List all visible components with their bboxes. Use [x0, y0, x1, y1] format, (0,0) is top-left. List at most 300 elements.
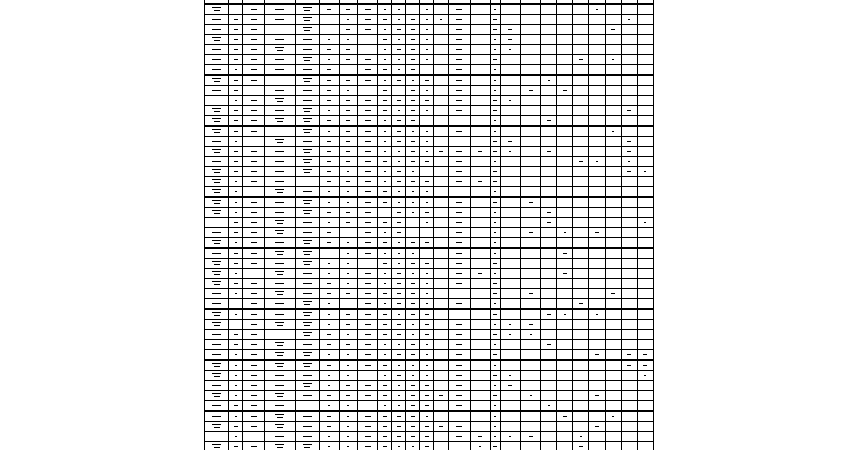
table-cell	[420, 75, 434, 86]
table-cell	[470, 350, 490, 361]
table-cell	[265, 238, 295, 249]
table-cell	[500, 350, 520, 361]
table-cell	[541, 411, 557, 422]
table-cell	[339, 167, 357, 177]
cell-text	[611, 293, 615, 294]
cell-text	[398, 69, 400, 70]
table-cell	[295, 381, 319, 391]
table-cell	[357, 75, 377, 86]
table-cell	[229, 238, 243, 249]
table-cell	[319, 289, 339, 299]
cell-text	[643, 354, 647, 355]
table-cell	[319, 238, 339, 249]
table-cell	[541, 309, 557, 320]
table-cell	[319, 45, 339, 55]
cell-text	[384, 232, 386, 233]
table-cell	[319, 35, 339, 45]
cell-text	[456, 202, 462, 203]
table-cell	[573, 208, 589, 218]
table-cell	[406, 218, 420, 228]
table-cell	[205, 371, 229, 381]
cell-text	[234, 222, 238, 223]
table-cell	[205, 86, 229, 96]
cell-text	[398, 191, 400, 192]
cell-text	[384, 375, 386, 376]
table-cell	[205, 208, 229, 218]
table-cell	[205, 391, 229, 401]
cell-text	[383, 334, 387, 335]
cell-text	[456, 59, 462, 60]
table-cell	[637, 309, 653, 320]
table-cell	[243, 208, 265, 218]
table-cell	[357, 4, 377, 15]
cell-text	[212, 385, 221, 386]
table-cell	[243, 177, 265, 187]
cell-text	[328, 202, 330, 203]
table-cell	[637, 45, 653, 55]
table-cell	[243, 320, 265, 330]
table-cell	[319, 391, 339, 401]
cell-text	[214, 447, 220, 448]
cell-text	[411, 141, 415, 142]
table-cell	[265, 187, 295, 198]
table-cell	[470, 177, 490, 187]
cell-text	[365, 59, 371, 60]
table-cell	[243, 442, 265, 450]
cell-text	[439, 426, 443, 427]
table-cell	[605, 411, 621, 422]
cell-text	[440, 19, 442, 20]
table-cell	[573, 360, 589, 371]
table-cell	[541, 259, 557, 269]
cell-text	[251, 253, 257, 254]
table-cell	[357, 330, 377, 340]
cell-text	[509, 49, 511, 50]
cell-text	[398, 202, 400, 203]
cell-text	[347, 405, 349, 406]
cell-text	[493, 314, 497, 315]
table-cell	[319, 197, 339, 208]
table-row	[205, 350, 654, 361]
cell-text	[234, 405, 238, 406]
cell-text	[563, 273, 567, 274]
table-cell	[557, 187, 573, 198]
cell-text	[328, 191, 330, 192]
table-cell	[339, 248, 357, 259]
table-cell	[500, 279, 520, 289]
cell-text	[493, 263, 497, 264]
cell-text	[277, 142, 283, 143]
table-cell	[378, 45, 392, 55]
table-cell	[378, 157, 392, 167]
cell-text	[347, 202, 349, 203]
table-cell	[339, 381, 357, 391]
table-cell	[557, 309, 573, 320]
cell-text	[304, 152, 310, 153]
table-cell	[500, 299, 520, 310]
cell-text	[234, 80, 238, 81]
cell-text	[275, 405, 284, 406]
table-cell	[205, 218, 229, 228]
table-cell	[541, 371, 557, 381]
table-cell	[637, 177, 653, 187]
table-cell	[605, 35, 621, 45]
table-cell	[573, 350, 589, 361]
cell-text	[595, 395, 599, 396]
table-cell	[490, 157, 500, 167]
table-row	[205, 401, 654, 412]
table-cell	[557, 96, 573, 106]
table-cell	[378, 147, 392, 157]
table-cell	[357, 422, 377, 432]
cell-text	[439, 151, 443, 152]
table-cell	[448, 35, 470, 45]
cell-text	[398, 253, 400, 254]
table-cell	[392, 106, 406, 116]
table-cell	[637, 381, 653, 391]
table-cell	[521, 167, 541, 177]
cell-text	[397, 120, 401, 121]
cell-text	[412, 365, 414, 366]
table-cell	[378, 299, 392, 310]
table-cell	[541, 157, 557, 167]
cell-text	[383, 110, 387, 111]
table-cell	[243, 289, 265, 299]
table-cell	[265, 381, 295, 391]
table-cell	[265, 167, 295, 177]
cell-text	[212, 312, 221, 313]
table-row	[205, 35, 654, 45]
table-cell	[637, 15, 653, 25]
table-cell	[434, 401, 448, 412]
table-cell	[521, 330, 541, 340]
table-cell	[637, 187, 653, 198]
cell-text	[346, 9, 350, 10]
table-cell	[605, 371, 621, 381]
table-cell	[420, 269, 434, 279]
table-cell	[589, 106, 605, 116]
table-cell	[589, 411, 605, 422]
table-cell	[243, 126, 265, 137]
cell-text	[398, 314, 400, 315]
table-cell	[637, 86, 653, 96]
table-cell	[205, 411, 229, 422]
table-cell	[339, 218, 357, 228]
table-cell	[490, 411, 500, 422]
table-cell	[420, 360, 434, 371]
table-cell	[589, 65, 605, 76]
table-cell	[434, 197, 448, 208]
table-cell	[205, 65, 229, 76]
cell-text	[456, 395, 462, 396]
data-table	[204, 0, 654, 450]
cell-text	[426, 273, 428, 274]
table-cell	[605, 116, 621, 127]
table-cell	[420, 279, 434, 289]
table-cell	[605, 75, 621, 86]
table-cell	[243, 4, 265, 15]
table-cell	[295, 248, 319, 259]
table-cell	[319, 177, 339, 187]
cell-text	[384, 273, 386, 274]
table-row	[205, 45, 654, 55]
table-cell	[448, 55, 470, 65]
cell-text	[509, 324, 511, 325]
cell-text	[347, 334, 349, 335]
cell-text	[212, 149, 221, 150]
table-cell	[378, 126, 392, 137]
table-cell	[295, 259, 319, 269]
cell-text	[529, 436, 533, 437]
table-cell	[470, 340, 490, 350]
cell-text	[425, 436, 429, 437]
table-cell	[490, 106, 500, 116]
table-cell	[448, 177, 470, 187]
table-cell	[470, 4, 490, 15]
table-cell	[589, 75, 605, 86]
table-cell	[357, 259, 377, 269]
table-cell	[229, 259, 243, 269]
cell-text	[425, 263, 429, 264]
table-cell	[406, 238, 420, 249]
table-cell	[434, 167, 448, 177]
table-cell	[406, 289, 420, 299]
table-cell	[448, 116, 470, 127]
table-cell	[490, 35, 500, 45]
table-cell	[319, 157, 339, 167]
table-cell	[557, 289, 573, 299]
cell-text	[328, 131, 330, 132]
cell-text	[347, 171, 349, 172]
table-cell	[589, 228, 605, 238]
table-cell	[589, 299, 605, 310]
table-cell	[521, 371, 541, 381]
table-cell	[205, 422, 229, 432]
cell-text	[234, 49, 238, 50]
table-cell	[229, 360, 243, 371]
cell-text	[212, 281, 221, 282]
cell-text	[412, 253, 414, 254]
table-cell	[448, 126, 470, 137]
cell-text	[425, 334, 429, 335]
cell-text	[411, 242, 415, 243]
table-cell	[573, 320, 589, 330]
cell-text	[397, 354, 401, 355]
table-cell	[470, 401, 490, 412]
table-cell	[621, 381, 637, 391]
table-cell	[500, 25, 520, 35]
cell-text	[411, 110, 415, 111]
table-cell	[448, 228, 470, 238]
table-cell	[406, 330, 420, 340]
cell-text	[303, 444, 312, 445]
table-cell	[319, 259, 339, 269]
cell-text	[346, 395, 350, 396]
table-cell	[406, 86, 420, 96]
table-cell	[243, 137, 265, 147]
table-cell	[434, 381, 448, 391]
table-cell	[470, 289, 490, 299]
table-cell	[573, 381, 589, 391]
table-cell	[470, 65, 490, 76]
table-cell	[605, 197, 621, 208]
cell-text	[411, 293, 415, 294]
cell-text	[251, 426, 257, 427]
table-cell	[490, 65, 500, 76]
table-cell	[521, 248, 541, 259]
table-cell	[243, 299, 265, 310]
cell-text	[347, 19, 349, 20]
cell-text	[425, 405, 429, 406]
table-cell	[434, 391, 448, 401]
cell-text	[327, 80, 331, 81]
table-cell	[490, 238, 500, 249]
cell-text	[365, 314, 371, 315]
table-cell	[420, 25, 434, 35]
table-cell	[265, 442, 295, 450]
cell-text	[275, 393, 284, 394]
cell-text	[234, 59, 238, 60]
cell-text	[627, 110, 631, 111]
table-cell	[243, 157, 265, 167]
table-cell	[637, 330, 653, 340]
cell-text	[478, 151, 482, 152]
cell-text	[411, 39, 415, 40]
table-cell	[243, 218, 265, 228]
cell-text	[426, 283, 428, 284]
table-cell	[205, 157, 229, 167]
cell-text	[398, 344, 400, 345]
cell-text	[579, 161, 583, 162]
cell-text	[384, 131, 386, 132]
cell-text	[425, 80, 429, 81]
table-cell	[605, 167, 621, 177]
table-cell	[490, 96, 500, 106]
table-cell	[573, 422, 589, 432]
table-cell	[434, 228, 448, 238]
table-cell	[541, 442, 557, 450]
cell-text	[397, 375, 401, 376]
table-cell	[205, 248, 229, 259]
table-cell	[521, 197, 541, 208]
table-cell	[406, 35, 420, 45]
table-cell	[521, 177, 541, 187]
cell-text	[277, 355, 283, 356]
table-cell	[378, 25, 392, 35]
cell-text	[214, 182, 220, 183]
table-cell	[573, 75, 589, 86]
cell-text	[303, 49, 312, 50]
cell-text	[251, 314, 257, 315]
table-cell	[637, 147, 653, 157]
cell-text	[383, 395, 387, 396]
cell-text	[595, 426, 599, 427]
table-cell	[621, 360, 637, 371]
cell-text	[426, 39, 428, 40]
table-cell	[434, 4, 448, 15]
cell-text	[303, 232, 312, 233]
table-cell	[470, 279, 490, 289]
table-cell	[339, 25, 357, 35]
table-cell	[357, 411, 377, 422]
cell-text	[456, 354, 462, 355]
table-cell	[521, 309, 541, 320]
cell-text	[275, 424, 284, 425]
table-cell	[521, 35, 541, 45]
table-cell	[339, 96, 357, 106]
table-cell	[434, 360, 448, 371]
table-cell	[541, 228, 557, 238]
cell-text	[251, 171, 257, 172]
table-cell	[229, 422, 243, 432]
table-cell	[406, 381, 420, 391]
cell-text	[612, 59, 614, 60]
table-cell	[448, 197, 470, 208]
cell-text	[251, 354, 257, 355]
table-cell	[573, 238, 589, 249]
cell-text	[412, 375, 414, 376]
table-cell	[589, 309, 605, 320]
table-cell	[265, 116, 295, 127]
table-cell	[470, 442, 490, 450]
table-cell	[392, 147, 406, 157]
cell-text	[411, 151, 415, 152]
cell-text	[303, 7, 312, 8]
table-cell	[229, 137, 243, 147]
table-cell	[378, 248, 392, 259]
table-cell	[295, 65, 319, 76]
table-cell	[500, 116, 520, 127]
table-cell	[392, 116, 406, 127]
table-cell	[448, 238, 470, 249]
cell-text	[384, 253, 386, 254]
cell-text	[303, 118, 312, 119]
cell-text	[275, 139, 284, 140]
cell-text	[365, 110, 371, 111]
cell-text	[234, 232, 238, 233]
cell-text	[327, 416, 331, 417]
table-cell	[541, 106, 557, 116]
cell-text	[303, 210, 312, 211]
cell-text	[412, 202, 414, 203]
table-cell	[573, 106, 589, 116]
table-cell	[521, 137, 541, 147]
cell-text	[275, 202, 284, 203]
table-cell	[229, 157, 243, 167]
cell-text	[275, 189, 284, 190]
cell-text	[277, 101, 283, 102]
table-cell	[434, 238, 448, 249]
table-cell	[490, 422, 500, 432]
table-cell	[521, 157, 541, 167]
table-cell	[573, 330, 589, 340]
cell-text	[251, 131, 257, 132]
table-cell	[265, 106, 295, 116]
table-cell	[557, 137, 573, 147]
cell-text	[494, 303, 496, 304]
table-cell	[339, 411, 357, 422]
table-cell	[229, 106, 243, 116]
table-row	[205, 340, 654, 350]
table-cell	[557, 126, 573, 137]
table-cell	[420, 4, 434, 15]
table-cell	[589, 86, 605, 96]
table-cell	[589, 432, 605, 442]
cell-text	[365, 446, 371, 447]
table-cell	[392, 96, 406, 106]
cell-text	[493, 171, 497, 172]
cell-text	[398, 365, 400, 366]
